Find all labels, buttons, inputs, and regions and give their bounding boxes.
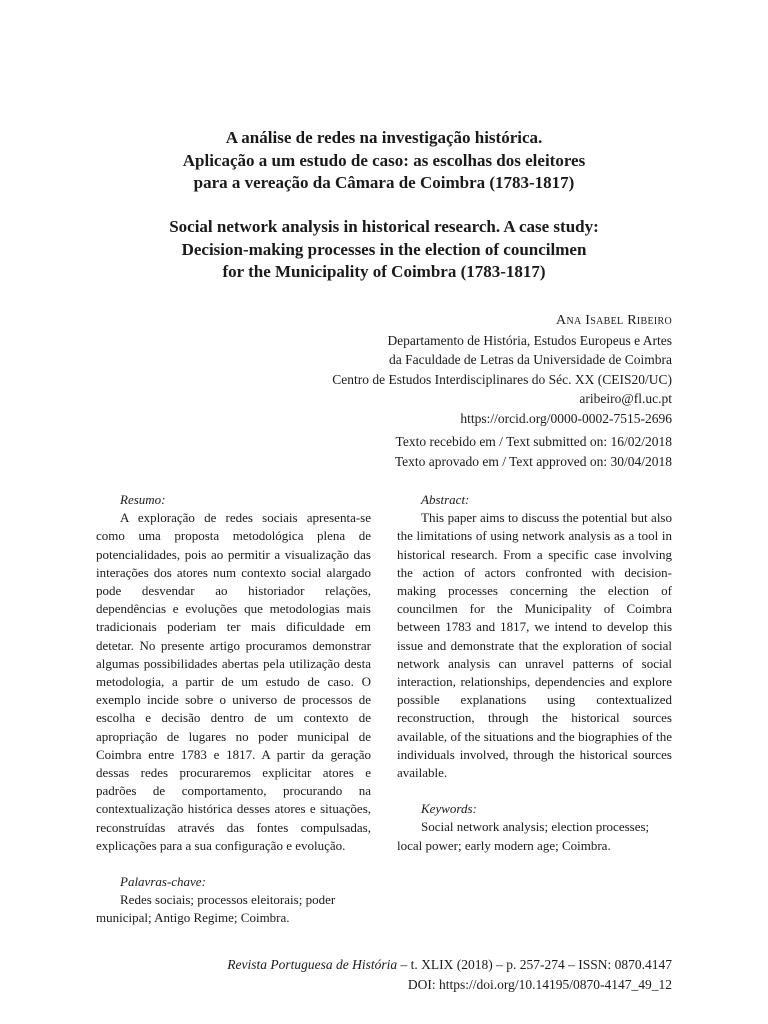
footer-doi[interactable]: DOI: https://doi.org/10.14195/0870-4147_49_12 <box>407 976 672 992</box>
date-submitted: Texto recebido em / Text submitted on: 16/02/2018 <box>395 434 672 449</box>
abstract-text: This paper aims to discuss the potential but also the limitations of using network analysis as a tool in historical research. From a specific case involving the action of actors confronted with decision-making processes concerning the election of councilmen for the Municipality of Coimbra between 1783 and 1817, we intend to develop this issue and demonstrate that the exploration of social network analysis can unravel patterns of social interaction, relationships, dependencies and explore possible explanations using contextualized reconstruction, through the historical sources available, of the situations and the biographies of the individuals involved, through the historical sources available. <box>397 510 672 781</box>
title-pt-line: para a vereação da Câmara de Coimbra (1783-1817) <box>193 173 575 192</box>
resumo-text: A exploração de redes sociais apresenta-se como uma proposta metodológica plena de potencialidades, pois ao permitir a visualização das interações dos atores num contexto social alargado pode desvendar ao historiador relações, dependências e evoluções que metodologias mais tradicionais poderiam ter mais dificuldade em detetar. No presente artigo procuramos demonstrar algumas possibilidades abertas pela utilização desta metodologia, a partir de um estudo de caso. O exemplo incide sobre o universo de processos de escolha e decisão dentro de um contexto de apropriação de lugares no poder municipal de Coimbra entre 1783 e 1817. A partir da geração dessas redes procuraremos explicitar atores e padrões de comportamento, procurando na contextualização histórica desses atores e situações, reconstruídas através das fontes compulsadas, explicações para a sua configuração e evolução. <box>96 510 371 853</box>
abstract-heading: Abstract: <box>421 492 470 507</box>
palavras-heading: Palavras-chave: <box>120 874 206 890</box>
title-en-line: Decision-making processes in the election of councilmen <box>181 239 587 259</box>
citation-details: – t. XLIX (2018) – p. 257-274 – ISSN: 0870.4147 <box>397 957 672 972</box>
author-email[interactable]: aribeiro@fl.uc.pt <box>579 391 672 406</box>
author-block <box>332 311 672 428</box>
dates-block <box>395 432 672 471</box>
title-pt-line: Aplicação a um estudo de caso: as escolhas dos eleitores <box>182 150 586 170</box>
affiliation-line: Centro de Estudos Interdisciplinares do Séc. XX (CEIS20/UC) <box>332 371 672 387</box>
journal-name: Revista Portuguesa de História <box>227 957 398 972</box>
title-english <box>0 216 768 284</box>
affiliation-line: Departamento de História, Estudos Europeus e Artes <box>387 332 672 348</box>
keywords-heading: Keywords: <box>421 801 477 817</box>
palavras-text: Redes sociais; processos eleitorais; poder municipal; Antigo Regime; Coimbra. <box>96 892 336 926</box>
title-en-line: for the Municipality of Coimbra (1783-1817) <box>222 262 546 281</box>
title-pt-line: A análise de redes na investigação histórica. <box>225 128 543 147</box>
title-portuguese <box>0 127 768 195</box>
abstract-column <box>397 491 672 855</box>
date-approved: Texto aprovado em / Text approved on: 30/04/2018 <box>394 453 672 469</box>
author-name: Ana Isabel Ribeiro <box>556 313 672 328</box>
footer-citation <box>227 955 672 975</box>
title-en-line: Social network analysis in historical research. A case study: <box>169 217 599 236</box>
affiliation-line: da Faculdade de Letras da Universidade de Coimbra <box>388 352 672 367</box>
keywords-text: Social network analysis; election processes; local power; early modern age; Coimbra. <box>397 819 650 853</box>
resumo-column <box>96 491 371 928</box>
footer <box>227 955 672 994</box>
resumo-heading: Resumo: <box>120 492 166 507</box>
author-orcid[interactable]: https://orcid.org/0000-0002-7515-2696 <box>460 410 672 426</box>
